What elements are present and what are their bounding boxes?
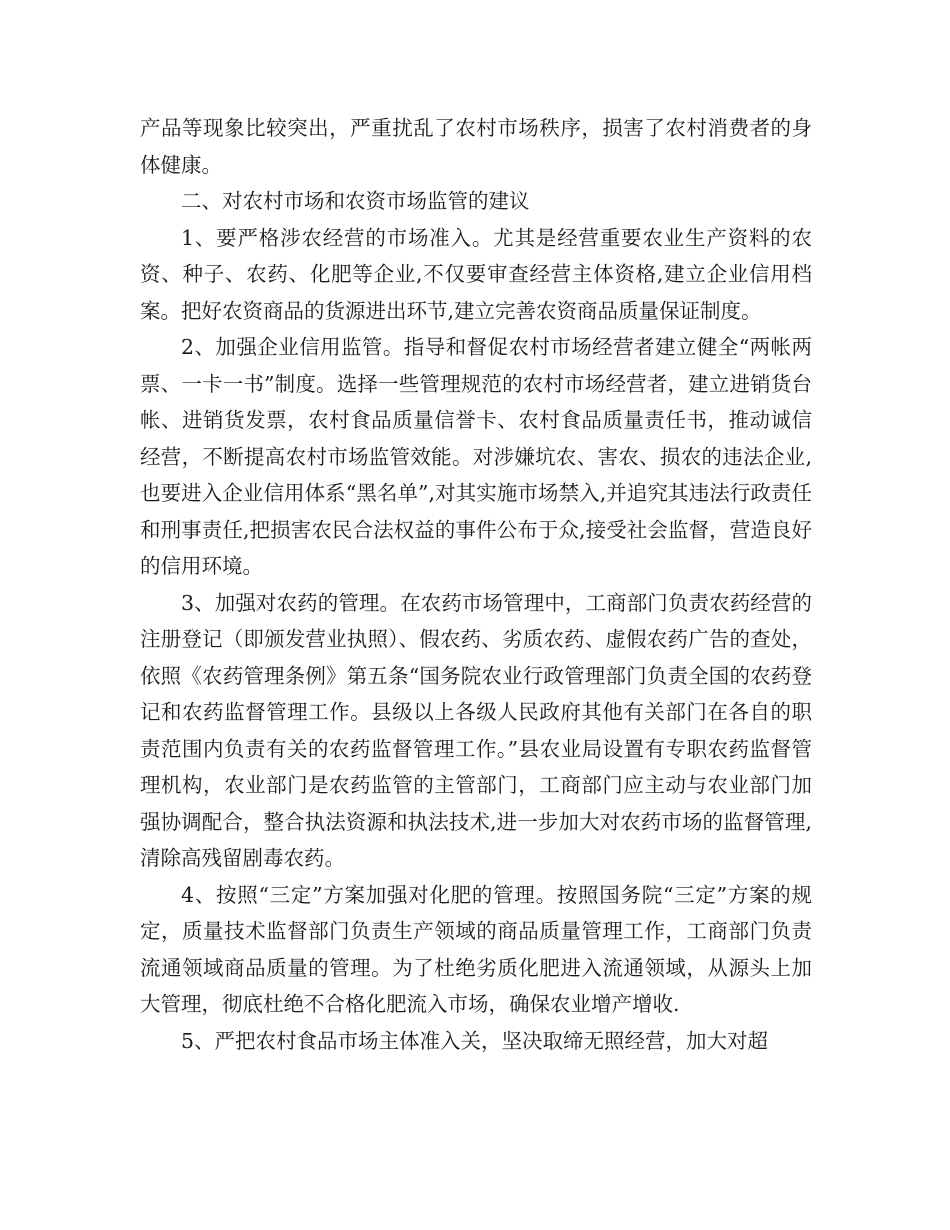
section-heading: 二、对农村市场和农资市场监管的建议: [181, 189, 530, 213]
paragraph-item-1: 1、要严格涉农经营的市场准入。尤其是经营重要农业生产资料的农资、种子、农药、化肥等企业,不仅要审查经营主体资格,建立企业信用档案。把好农资商品的货源进出环节,建立完善农资商品质量保证制度。: [140, 225, 812, 323]
paragraph-item-5: 5、严把农村食品市场主体准入关，坚决取缔无照经营，加大对超: [181, 1028, 769, 1053]
paragraph-item-2: 2、加强企业信用监管。指导和督促农村市场经营者建立健全“两帐两票、一卡一书”制度。选择一些管理规范的农村市场经营者，建立进销货台帐、进销货发票，农村食品质量信誉卡、农村食品质量责任书，推动诚信经营，不断提高农村市场监管效能。对涉嫌坑农、害农、损农的违法企业,也要进入企业信用体系“黑名单”,对其实施市场禁入,并追究其违法行政责任和刑事责任,把损害农民合法权益的事件公布于众,接受社会监督，营造良好的信用环境。: [140, 335, 812, 578]
paragraph-item-4: 4、按照“三定”方案加强对化肥的管理。按照国务院“三定”方案的规定，质量技术监督部门负责生产领域的商品质量管理工作，工商部门负责流通领域商品质量的管理。为了杜绝劣质化肥进入流通领域，从源头上加大管理，彻底杜绝不合格化肥流入市场，确保农业增产增收.: [140, 882, 812, 1016]
paragraph-item-3: 3、加强对农药的管理。在农药市场管理中，工商部门负责农药经营的注册登记（即颁发营业执照）、假农药、劣质农药、虚假农药广告的查处，依照《农药管理条例》第五条“国务院农业行政管理部门负责全国的农药登记和农药监督管理工作。县级以上各级人民政府其他有关部门在各自的职责范围内负责有关的农药监督管理工作。”县农业局设置有专职农药监督管理机构，农业部门是农药监管的主管部门，工商部门应主动与农业部门加强协调配合，整合执法资源和执法技术,进一步加大对农药市场的监督管理,清除高残留剧毒农药。: [140, 590, 812, 870]
document-body: [140, 110, 812, 1059]
paragraph-continuation: 产品等现象比较突出，严重扰乱了农村市场秩序，损害了农村消费者的身体健康。: [140, 116, 812, 177]
